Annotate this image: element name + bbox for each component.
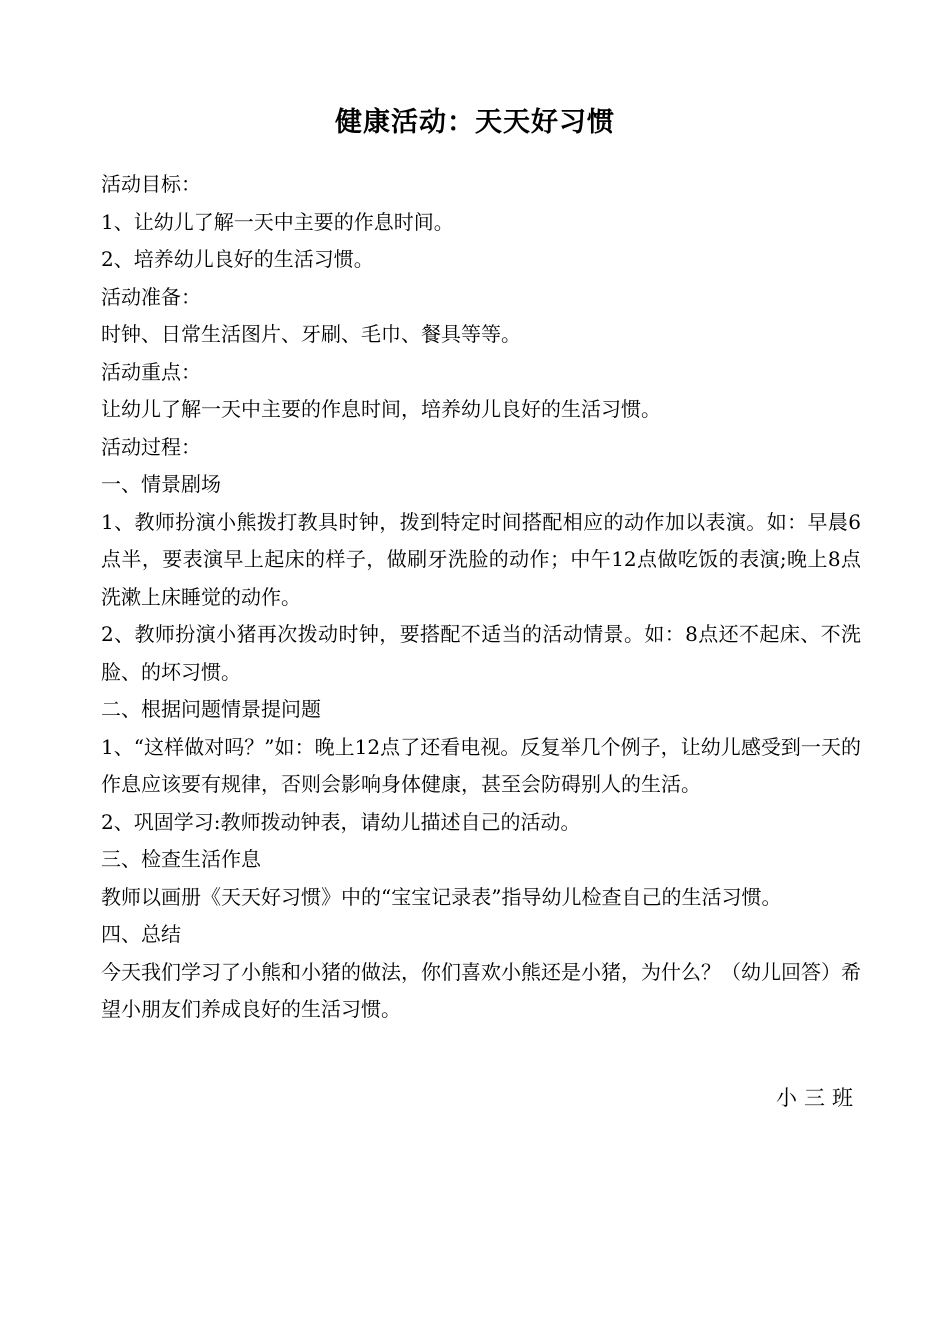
paragraph-preparation-heading: 活动准备： xyxy=(101,284,201,309)
paragraph-section-1-heading: 一、情景剧场 xyxy=(101,472,221,496)
paragraph-focus-heading: 活动重点： xyxy=(101,359,201,384)
paragraph-goal-2: 2、培养幼儿良好的生活习惯。 xyxy=(101,247,374,271)
class-signature: 小三班 xyxy=(776,1086,860,1110)
paragraph-goal-1: 1、让幼儿了解一天中主要的作息时间。 xyxy=(101,209,454,234)
document-title: 健康活动：天天好习惯 xyxy=(335,107,615,138)
paragraph-process-heading: 活动过程： xyxy=(101,434,201,459)
paragraph-preparation: 时钟、日常生活图片、牙刷、毛巾、餐具等等。 xyxy=(101,322,521,346)
paragraph-section-2-heading: 二、根据问题情景提问题 xyxy=(101,697,321,721)
paragraph-section-2-item-1: 1、“这样做对吗？”如：晚上12点了还看电视。反复举几个例子，让幼儿感受到一天的作息应该要有规律，否则会影响身体健康，甚至会防碍别人的生活。 xyxy=(101,734,861,796)
paragraph-section-4-heading: 四、总结 xyxy=(101,922,181,946)
paragraph-section-4-body: 今天我们学习了小熊和小猪的做法，你们喜欢小熊还是小猪，为什么？（幼儿回答）希望小朋友们养成良好的生活习惯。 xyxy=(101,959,861,1021)
paragraph-section-2-item-2: 2、巩固学习:教师拨动钟表，请幼儿描述自己的活动。 xyxy=(101,809,581,834)
paragraph-section-1-item-2: 2、教师扮演小猪再次拨动时钟，要搭配不适当的活动情景。如：8点还不起床、不洗脸、的坏习惯。 xyxy=(101,622,861,684)
paragraph-section-3-heading: 三、检查生活作息 xyxy=(101,847,261,871)
paragraph-section-3-body: 教师以画册《天天好习惯》中的“宝宝记录表”指导幼儿检查自己的生活习惯。 xyxy=(101,884,782,909)
paragraph-goals-heading: 活动目标： xyxy=(101,172,201,196)
paragraph-section-1-item-1: 1、教师扮演小熊拨打教具时钟，拨到特定时间搭配相应的动作加以表演。如：早晨6点半，要表演早上起床的样子，做刷牙洗脸的动作；中午12点做吃饭的表演;晚上8点洗漱上床睡觉的动作。 xyxy=(101,509,861,609)
paragraph-focus: 让幼儿了解一天中主要的作息时间，培养幼儿良好的生活习惯。 xyxy=(101,397,661,421)
document-body xyxy=(101,166,861,1029)
